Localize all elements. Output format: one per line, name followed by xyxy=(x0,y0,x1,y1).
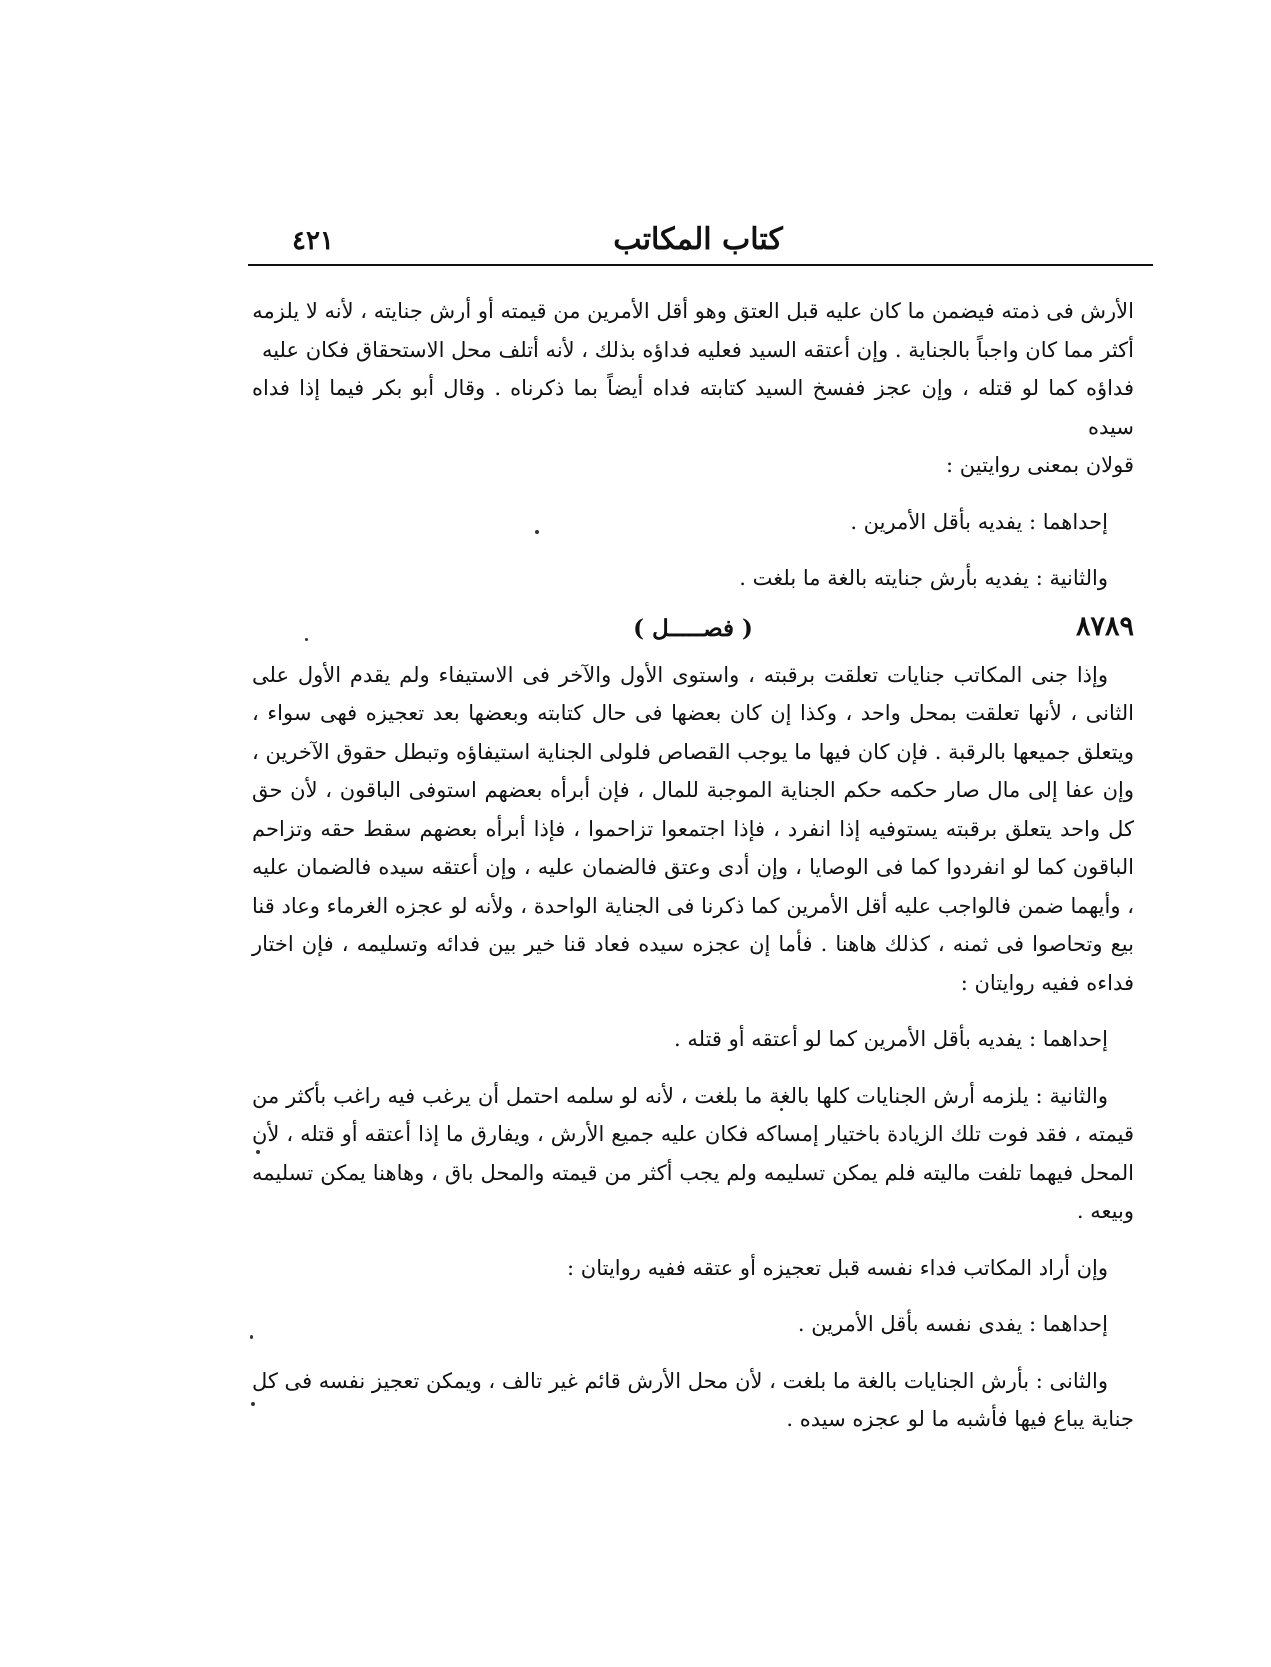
running-header xyxy=(248,222,1148,266)
scan-speck xyxy=(305,638,308,641)
paragraph-line: فداؤه كما لو قتله ، وإن عجز ففسخ السيد كتابته فداه أيضاً بما ذكرناه . وقال أبو بكر فيما إذا فداه سيده xyxy=(252,376,1134,439)
section-paragraph: وإن أراد المكاتب فداء نفسه قبل تعجيزه أو عتقه ففيه روايتان : xyxy=(567,1255,1108,1280)
section-paragraph: وإذا جنى المكاتب جنايات تعلقت برقبته ، واستوى الأول والآخر فى الاستيفاء ولم يقدم الأول على الثانى ، لأنها تعلقت بمحل واحد ، وكذا إن كان بعضها فى حال كتابته وبعضها بعد تعجيزه فهى سواء ، ويتعلق جميعها بالرقبة . فإن كان فيها ما يوجب القصاص فلولى الجناية استيفاؤه وتبطل حقوق الآخرين ، وإن عفا إلى مال صار حكمه حكم الجناية الموجبة للمال ، فإن أبرأه بعضهم استوفى الباقون ، لأن حق كل واحد يتعلق برقبته يستوفيه إذا انفرد ، فإذا اجتمعوا تزاحموا ، فإذا أبرأه بعضهم سقط حقه وتزاحم الباقون كما لو انفردوا كما فى الوصايا ، وإن أدى وعتق فالضمان عليه ، وإن أعتقه سيده فالضمان عليه ، وأيهما ضمن فالواجب عليه أقل الأمرين كما ذكرنا فى الجناية الواحدة ، ولأنه لو عجزه الغرماء وعاد قنا بيع وتحاصوا فى ثمنه ، كذلك هاهنا . فأما إن عجزه سيده فعاد قنا خير بين فدائه وتسليمه ، فإن اختار فداءه ففيه روايتان : xyxy=(252,662,1134,995)
section-paragraph: إحداهما : يفدى نفسه بأقل الأمرين . xyxy=(797,1312,1108,1336)
paragraph-line: أكثر مما كان واجباً بالجناية . وإن أعتقه السيد فعليه فداؤه بذلك ، لأنه أتلف محل الاستحقاق فكان عليه xyxy=(261,337,1134,362)
section-number: ٨٧٨٩ xyxy=(1075,610,1134,642)
paragraph-line: قولان بمعنى روايتين : xyxy=(946,453,1134,477)
scan-speck xyxy=(535,530,539,534)
main-text xyxy=(252,292,1134,1439)
section-paragraph: والثانى : بأرش الجنايات بالغة ما بلغت ، لأن محل الأرش قائم غير تالف ، ويمكن تعجيز نفسه فى كل جناية يباع فيها فأشبه ما لو عجزه سيده . xyxy=(251,1368,1134,1431)
scan-speck xyxy=(780,1108,783,1111)
header-rule xyxy=(248,264,1153,266)
section-title: ( فصـــــل ) xyxy=(633,614,753,642)
section-paragraph: والثانية : يلزمه أرش الجنايات كلها بالغة ما بلغت ، لأنه لو سلمه احتمل أن يرغب فيه راغب بأكثر من قيمته ، فقد فوت تلك الزيادة باختيار إمساكه فكان عليه جميع الأرش ، ويفارق ما إذا أعتقه أو قتله ، لأن المحل فيهما تلفت ماليته فلم يمكن تسليمه ولم يجب أكثر من قيمته والمحل باق ، وهاهنا يمكن تسليمه وبيعه . xyxy=(252,1083,1134,1223)
paragraph-second-narration: والثانية : يفديه بأرش جنايته بالغة ما بلغت . xyxy=(739,566,1108,590)
scan-speck xyxy=(251,1402,255,1406)
section-heading xyxy=(252,608,1134,652)
section-paragraph: إحداهما : يفديه بأقل الأمرين كما لو أعتقه أو قتله . xyxy=(674,1027,1108,1051)
paragraph-first-narration: إحداهما : يفديه بأقل الأمرين . xyxy=(850,509,1108,534)
scan-speck xyxy=(256,1150,260,1154)
paragraph-line: الأرش فى ذمته فيضمن ما كان عليه قبل العتق وهو أقل الأمرين من قيمته أو أرش جنايته ، لأنه لا يلزمه xyxy=(252,299,1134,323)
scan-speck xyxy=(250,1335,253,1339)
header-title: كتاب المكاتب xyxy=(613,222,783,257)
page-number: ٤٢١ xyxy=(292,226,334,256)
